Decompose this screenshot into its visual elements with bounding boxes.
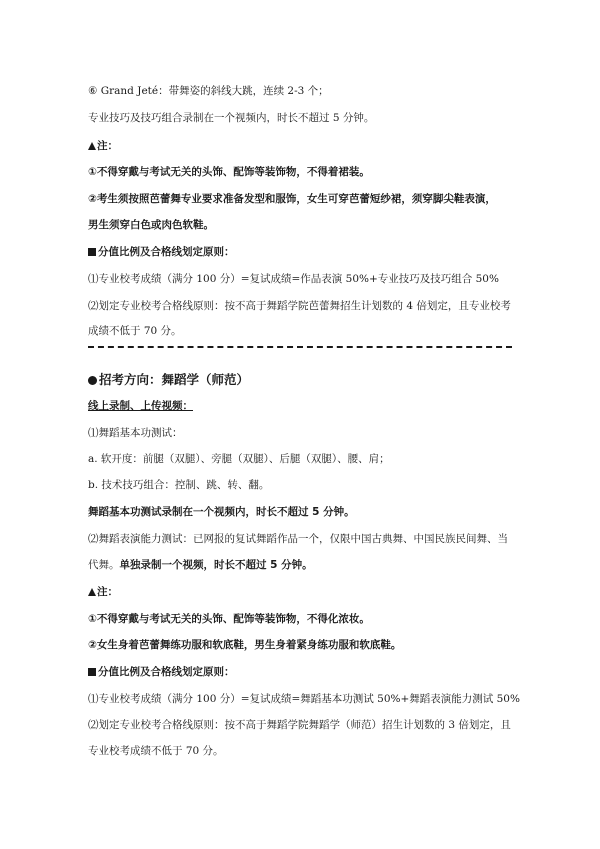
- note-title: 注：: [97, 140, 118, 152]
- note-heading: [88, 139, 118, 153]
- triangle-icon: [88, 588, 96, 596]
- score-2-line-1: ⑵划定专业校考合格线原则：按不高于舞蹈学院芭蕾舞招生计划数的 4 倍划定，且专业校考: [88, 300, 511, 312]
- performance-record-note: 单独录制一个视频，时长不超过 5 分钟。: [119, 559, 313, 571]
- performance-test-line-2: [88, 558, 313, 572]
- score-heading-2: [88, 665, 235, 679]
- section-title: 招考方向：舞蹈学（师范）: [99, 372, 250, 387]
- score-2-2-line-2: 专业校考成绩不低于 70 分。: [88, 745, 224, 757]
- score-title: 分值比例及合格线划定原则：: [98, 246, 235, 258]
- score-2-line-2: 成绩不低于 70 分。: [88, 325, 182, 337]
- note-2-line-1: ②考生须按照芭蕾舞专业要求准备发型和服饰，女生可穿芭蕾短纱裙，须穿脚尖鞋表演，: [88, 193, 496, 205]
- basic-skill-test: ⑴舞蹈基本功测试：: [88, 427, 183, 439]
- performance-test-line-1: ⑵舞蹈表演能力测试：已网报的复试舞蹈作品一个，仅限中国古典舞、中国民族民间舞、当: [88, 533, 508, 545]
- note-2-line-2: 男生须穿白色或肉色软鞋。: [88, 219, 214, 231]
- note-title-2: 注：: [97, 586, 118, 598]
- score-2-1: ⑴专业校考成绩（满分 100 分）=复试成绩=舞蹈基本功测试 50%+舞蹈表演能力测试 50%: [88, 693, 520, 705]
- note-1: ①不得穿戴与考试无关的头饰、配饰等装饰物，不得着裙装。: [88, 166, 370, 178]
- performance-test-tail: 代舞。: [88, 559, 120, 571]
- flexibility-item: a. 软开度：前腿（双腿）、旁腿（双腿）、后腿（双腿）、腰、肩；: [88, 453, 390, 465]
- section-subheading: 线上录制、上传视频：: [88, 400, 193, 412]
- square-icon: [88, 668, 96, 676]
- score-heading: [88, 245, 235, 259]
- bullet-dot-icon: [88, 376, 97, 385]
- score-title-2: 分值比例及合格线划定原则：: [98, 666, 235, 678]
- score-1: ⑴专业校考成绩（满分 100 分）=复试成绩=作品表演 50%+专业技巧及技巧组合 50%: [88, 273, 499, 285]
- score-2-2-line-1: ⑵划定专业校考合格线原则：按不高于舞蹈学院舞蹈学（师范）招生计划数的 3 倍划定，且: [88, 719, 511, 731]
- section-heading: [88, 373, 249, 387]
- note-heading-2: [88, 585, 118, 599]
- square-icon: [88, 248, 96, 256]
- note-2-2: ②女生身着芭蕾舞练功服和软底鞋，男生身着紧身练功服和软底鞋。: [88, 639, 402, 651]
- technique-item: b. 技术技巧组合：控制、跳、转、翻。: [88, 479, 270, 491]
- note-2-1: ①不得穿戴与考试无关的头饰、配饰等装饰物，不得化浓妆。: [88, 613, 370, 625]
- basic-skill-record-note: 舞蹈基本功测试录制在一个视频内，时长不超过 5 分钟。: [88, 506, 355, 518]
- section-divider: [88, 346, 512, 348]
- item-grand-jete: ⑥ Grand Jeté：带舞姿的斜线大跳，连续 2-3 个；: [88, 85, 329, 97]
- triangle-icon: [88, 142, 96, 150]
- record-note: 专业技巧及技巧组合录制在一个视频内，时长不超过 5 分钟。: [88, 112, 375, 124]
